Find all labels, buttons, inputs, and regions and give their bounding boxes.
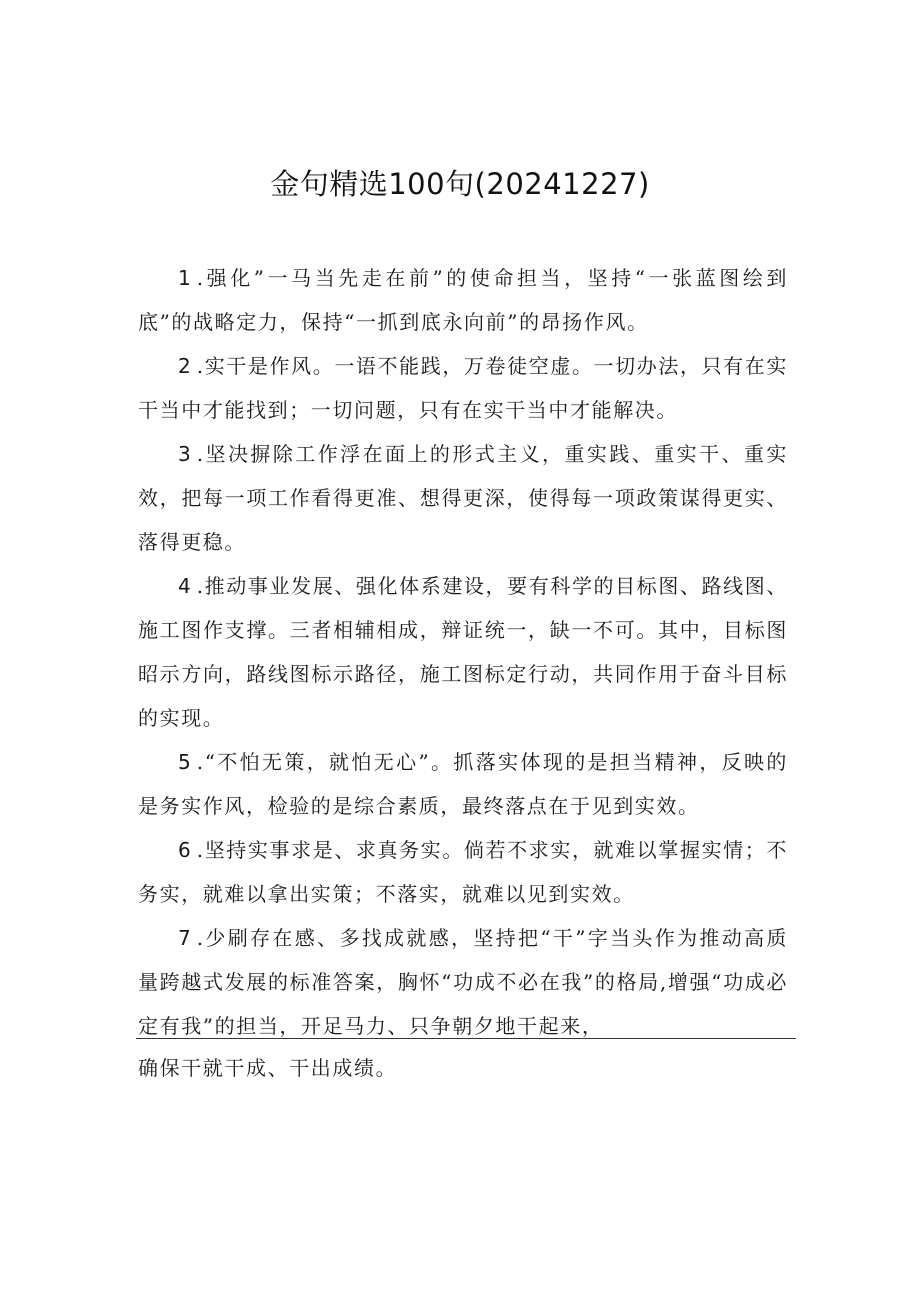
item-number: 5 [178, 750, 197, 774]
item-number: 1 [178, 266, 197, 290]
list-item [138, 564, 788, 740]
item-text: .“不怕无策，就怕无心”。抓落实体现的是担当精神，反映的是务实作风，检验的是综合素质，最终落点在于见到实效。 [138, 750, 788, 818]
item-text: .实干是作风。一语不能践，万卷徒空虚。一切办法，只有在实干当中才能找到；一切问题，只有在实干当中才能解决。 [138, 354, 788, 422]
list-item [138, 828, 788, 916]
item-text: .强化”一马当先走在前”的使命担当，坚持“一张蓝图绘到底”的战略定力，保持“一抓到底永向前”的昂扬作风。 [138, 266, 788, 334]
trailing-text: 确保干就干成、干出成绩。 [138, 1056, 398, 1080]
document-body [138, 256, 788, 1048]
item-text: .推动事业发展、强化体系建设，要有科学的目标图、路线图、施工图作支撑。三者相辅相成，辩证统一，缺一不可。其中，目标图昭示方向，路线图标示路径，施工图标定行动，共同作用于奋斗目标的实现。 [138, 574, 788, 730]
item-text: .少刷存在感、多找成就感，坚持把“干”字当头作为推动高质量跨越式发展的标准答案，胸怀“功成不必在我”的格局,增强“功成必定有我”的担当，开足马力、只争朝夕地干起来， [138, 926, 788, 1038]
item-number: 7 [178, 926, 197, 950]
item-number: 2 [178, 354, 197, 378]
document-title: 金句精选100句(20241227) [270, 167, 650, 201]
list-item [138, 916, 788, 1048]
list-item [138, 256, 788, 344]
list-item [138, 344, 788, 432]
item-number: 3 [178, 442, 197, 466]
item-number: 6 [178, 838, 197, 862]
item-text: .坚持实事求是、求真务实。倘若不求实，就难以掌握实情；不务实，就难以拿出实策；不落实，就难以见到实效。 [138, 838, 788, 906]
list-item [138, 740, 788, 828]
item-text: .坚决摒除工作浮在面上的形式主义，重实践、重实干、重实效，把每一项工作看得更准、想得更深，使得每一项政策谋得更实、落得更稳。 [138, 442, 788, 554]
horizontal-rule [136, 1038, 796, 1039]
item-number: 4 [178, 574, 197, 598]
list-item [138, 432, 788, 564]
